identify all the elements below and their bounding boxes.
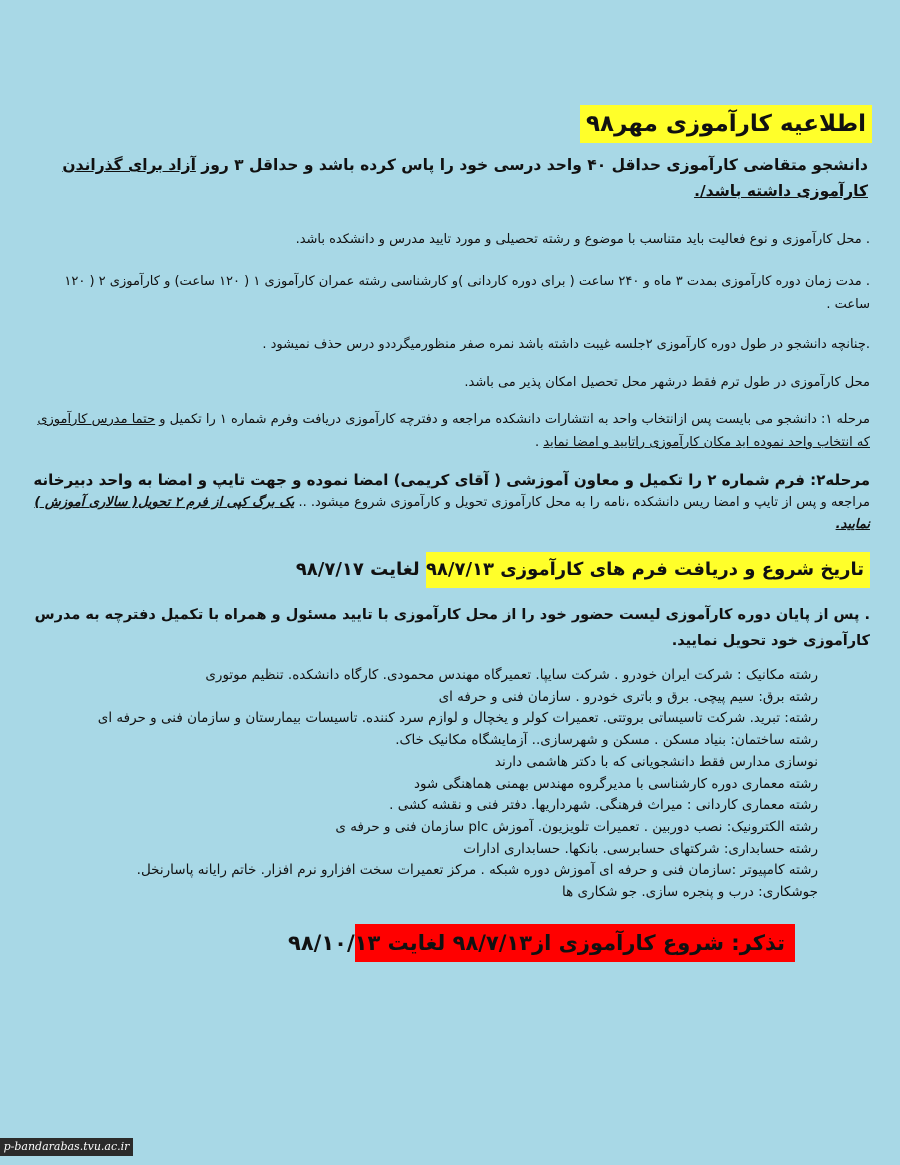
list-item: رشته: تبرید. شرکت تاسیساتی بروتتی. تعمیرات کولر و یخچال و لوازم سرد کننده. تاسیسات بیمارستان و سازمان فنی و حرفه ای	[97, 710, 818, 727]
list-item: رشته کامپیوتر :سازمان فنی و حرفه ای آموزش دوره شبکه . مرکز تعمیرات سخت افزارو نرم افزار. خاتم رایانه پاسارنخل.	[136, 862, 818, 879]
step1-text: مرحله ۱: دانشجو می بایست پس ازانتخاب واحد به انتشارات دانشکده مراجعه و دفترچه کارآموزی دریافت وفرم شماره ۱ را تکمیل و	[155, 412, 870, 427]
step2-normal-text: مراجعه و پس از تایپ و امضا ریس دانشکده ،نامه را به محل کارآموزی تحویل و کارآموزی شروع میشود. ..	[294, 495, 870, 510]
step2-bold-line: مرحله۲: فرم شماره ۲ را تکمیل و معاون آموزشی ( آقای کریمی) امضا نموده و جهت تایپ و امضا به واحد دبیرخانه	[33, 471, 870, 489]
step1-end: .	[534, 435, 544, 450]
site-watermark: p-bandarabas.tvu.ac.ir	[0, 1138, 133, 1156]
intro-paragraph	[30, 152, 868, 204]
paragraph-step2	[30, 468, 870, 536]
paragraph-location: . محل کارآموزی و نوع فعالیت باید متناسب با موضوع و رشته تحصیلی و مورد تایید مدرس و دانشکده باشد.	[295, 232, 870, 247]
step2-italic-text: یک برگ کپی از فرم ۲ تحویل( سالاری آموزش ) نمایید.	[34, 495, 870, 532]
list-item: رشته برق: سیم پیچی. برق و باتری خودرو . سازمان فنی و حرفه ای	[438, 688, 818, 705]
step2-detail	[30, 492, 870, 536]
intro-text: دانشجو متقاضی کارآموزی حداقل ۴۰ واحد درسی خود را پاس کرده باشد و حداقل ۳ روز	[195, 156, 868, 174]
list-item: رشته مکانیک : شرکت ایران خودرو . شرکت سایپا. تعمیرگاه مهندس محمودی. کارگاه دانشکده. تنظیم موتوری	[205, 667, 818, 683]
notice-banner: تذکر: شروع کارآموزی از۹۸/۷/۱۳ لغایت ۹۸/۱۰/۱۳	[355, 924, 795, 962]
paragraph-city: محل کارآموزی در طول ترم فقط درشهر محل تحصیل امکان پذیر می باشد.	[464, 375, 870, 390]
paragraph-duration: . مدت زمان دوره کارآموزی بمدت ۳ ماه و ۲۴۰ ساعت ( برای دوره کاردانی )و کارشناسی رشته عمران کارآموزی ۱ ( ۱۲۰ ساعت) و کارآموزی ۲ ( ۱۲۰ ساعت .	[64, 274, 870, 312]
fields-list	[80, 665, 818, 904]
list-item: رشته معماری کاردانی : میراث فرهنگی. شهرداریها. دفتر فنی و نقشه کشی .	[389, 797, 818, 814]
list-item: جوشکاری: درب و پنجره سازی. جو شکاری ها	[561, 884, 818, 901]
list-item: نوسازی مدارس فقط دانشجویانی که با دکتر هاشمی دارند	[494, 753, 818, 770]
list-item: رشته ساختمان: بنیاد مسکن . مسکن و شهرسازی.. آزمایشگاه مکانیک خاک.	[395, 732, 818, 749]
date-banner: تاریخ شروع و دریافت فرم های کارآموزی ۹۸/۷/۱۳ لغایت ۹۸/۷/۱۷	[426, 552, 870, 588]
page-title: اطلاعیه کارآموزی مهر۹۸	[580, 105, 872, 143]
list-item: رشته معماری دوره کارشناسی با مدیرگروه مهندس بهمنی هماهنگی شود	[413, 775, 818, 792]
list-item: رشته حسابداری: شرکتهای حسابرسی. بانکها. حسابداری ادارات	[463, 840, 818, 857]
paragraph-step1	[30, 408, 870, 454]
step1-underlined-text: حتما مدرس کارآموزی که انتخاب واحد نموده اید مکان کارآموزی راتایید و امضا نماید	[37, 412, 870, 450]
paragraph-absence: .چنانچه دانشجو در طول دوره کارآموزی ۲جلسه غیبت داشته باشد نمره صفر منظورمیگرددو درس حذف نمیشود .	[262, 337, 870, 352]
completion-note: . پس از پایان دوره کارآموزی لیست حضور خود را از محل کارآموزی با تایید مسئول و همراه با تکمیل دفترچه به مدرس کارآموزی خود تحویل نمایید.	[34, 607, 870, 649]
intro-underlined-text: آزاد برای گذراندن کارآموزی داشته باشد/.	[62, 156, 868, 200]
list-item: رشته الکترونیک: نصب دوربین . تعمیرات تلویزیون. آموزش plc سازمان فنی و حرفه ی	[335, 818, 818, 835]
